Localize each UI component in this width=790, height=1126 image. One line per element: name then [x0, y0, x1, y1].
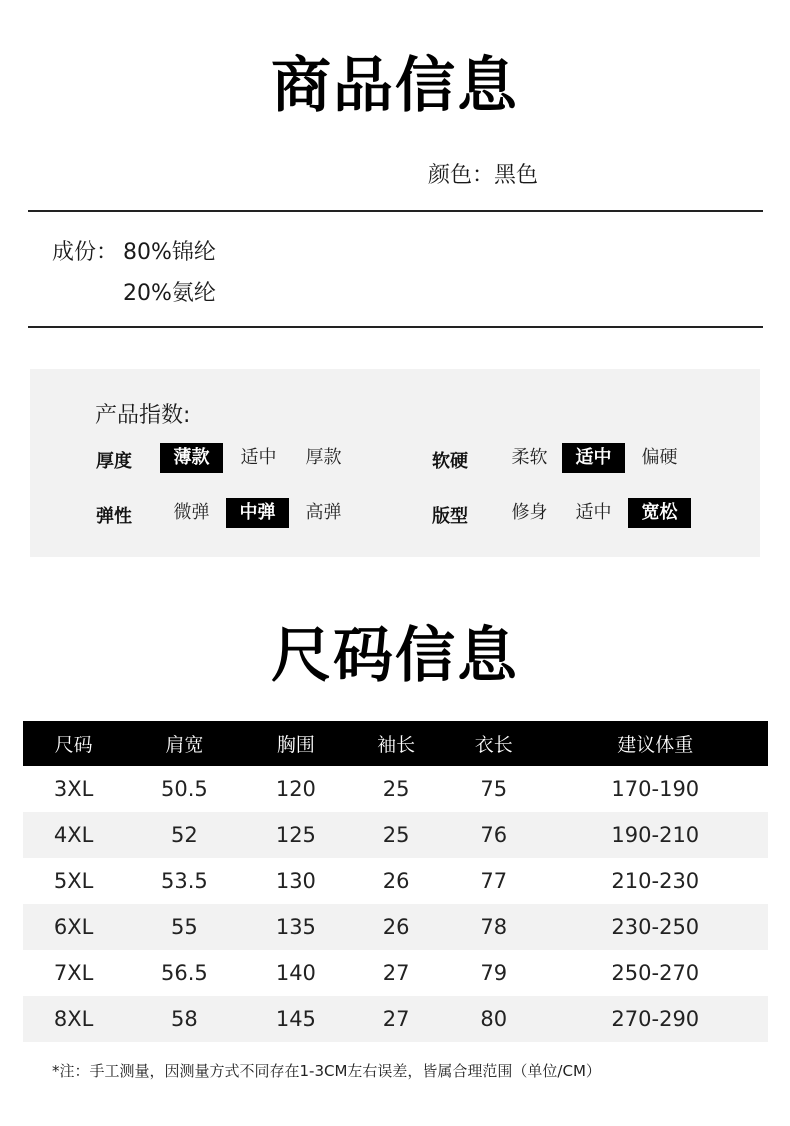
index-option: 厚款 — [305, 447, 342, 468]
table-cell: 55 — [124, 904, 244, 950]
header-length: 衣长 — [445, 721, 543, 766]
measurement-note: *注：手工测量，因测量方式不同存在1-3CM左右误差，皆属合理范围（单位/CM） — [52, 1062, 601, 1080]
table-row — [23, 766, 768, 812]
table-cell: 76 — [445, 812, 543, 858]
header-size: 尺码 — [23, 721, 124, 766]
table-row — [23, 812, 768, 858]
index-option: 适中 — [240, 447, 277, 468]
index-option-selected: 宽松 — [628, 498, 691, 528]
index-label-fit: 版型 — [432, 506, 468, 527]
table-cell: 8XL — [23, 996, 124, 1042]
header-sleeve: 袖长 — [347, 721, 445, 766]
index-option: 高弹 — [305, 502, 342, 523]
table-cell: 125 — [244, 812, 347, 858]
index-option: 柔软 — [511, 447, 548, 468]
table-cell: 7XL — [53, 961, 94, 985]
table-cell: 140 — [275, 961, 316, 985]
index-option-selected: 薄款 — [160, 443, 223, 473]
size-table-header — [23, 721, 768, 766]
table-row — [23, 858, 768, 904]
index-option: 微弹 — [173, 502, 210, 523]
header-chest: 胸围 — [244, 721, 347, 766]
divider-top — [28, 210, 763, 212]
table-row — [23, 950, 768, 996]
table-cell: 145 — [244, 996, 347, 1042]
divider-bottom — [28, 326, 763, 328]
table-cell: 79 — [480, 961, 508, 985]
table-cell: 52 — [124, 812, 244, 858]
table-cell: 210-230 — [611, 869, 700, 893]
header-shoulder: 肩宽 — [124, 721, 244, 766]
size-info-title: 尺码信息 — [271, 621, 519, 691]
index-label-elasticity: 弹性 — [96, 506, 132, 527]
color-label: 颜色： — [428, 163, 495, 188]
table-cell: 58 — [124, 996, 244, 1042]
color-line — [428, 158, 538, 189]
index-label-softness: 软硬 — [432, 451, 468, 472]
table-cell: 26 — [382, 869, 410, 893]
table-cell: 120 — [275, 777, 316, 801]
table-cell: 77 — [480, 869, 508, 893]
composition-line-1: 80%锦纶 — [123, 240, 216, 265]
size-table — [23, 721, 768, 1042]
table-row — [23, 996, 768, 1042]
table-cell: 250-270 — [611, 961, 700, 985]
table-cell: 270-290 — [543, 996, 768, 1042]
table-cell: 26 — [347, 904, 445, 950]
color-value: 黑色 — [494, 163, 539, 188]
table-cell: 50.5 — [160, 777, 208, 801]
index-option: 偏硬 — [641, 447, 678, 468]
composition-line-2: 20%氨纶 — [123, 281, 216, 306]
header-weight: 建议体重 — [543, 721, 768, 766]
table-cell: 230-250 — [543, 904, 768, 950]
composition-label: 成份： — [52, 240, 119, 265]
index-option-selected: 适中 — [562, 443, 625, 473]
product-info-title: 商品信息 — [271, 51, 519, 121]
product-index-title: 产品指数: — [95, 403, 191, 428]
table-cell: 4XL — [23, 812, 124, 858]
table-cell: 27 — [347, 996, 445, 1042]
index-option: 修身 — [511, 502, 548, 523]
index-label-thickness: 厚度 — [96, 451, 132, 472]
table-cell: 25 — [382, 777, 410, 801]
index-option: 适中 — [575, 502, 612, 523]
table-cell: 135 — [244, 904, 347, 950]
table-cell: 25 — [347, 812, 445, 858]
table-cell: 190-210 — [543, 812, 768, 858]
table-cell: 53.5 — [160, 869, 208, 893]
table-cell: 6XL — [23, 904, 124, 950]
table-cell: 130 — [275, 869, 316, 893]
table-cell: 80 — [445, 996, 543, 1042]
table-row — [23, 904, 768, 950]
index-option-selected: 中弹 — [226, 498, 289, 528]
table-cell: 75 — [480, 777, 508, 801]
table-cell: 56.5 — [160, 961, 208, 985]
table-cell: 78 — [445, 904, 543, 950]
table-cell: 3XL — [53, 777, 94, 801]
table-cell: 5XL — [53, 869, 94, 893]
table-cell: 27 — [382, 961, 410, 985]
table-cell: 170-190 — [611, 777, 700, 801]
